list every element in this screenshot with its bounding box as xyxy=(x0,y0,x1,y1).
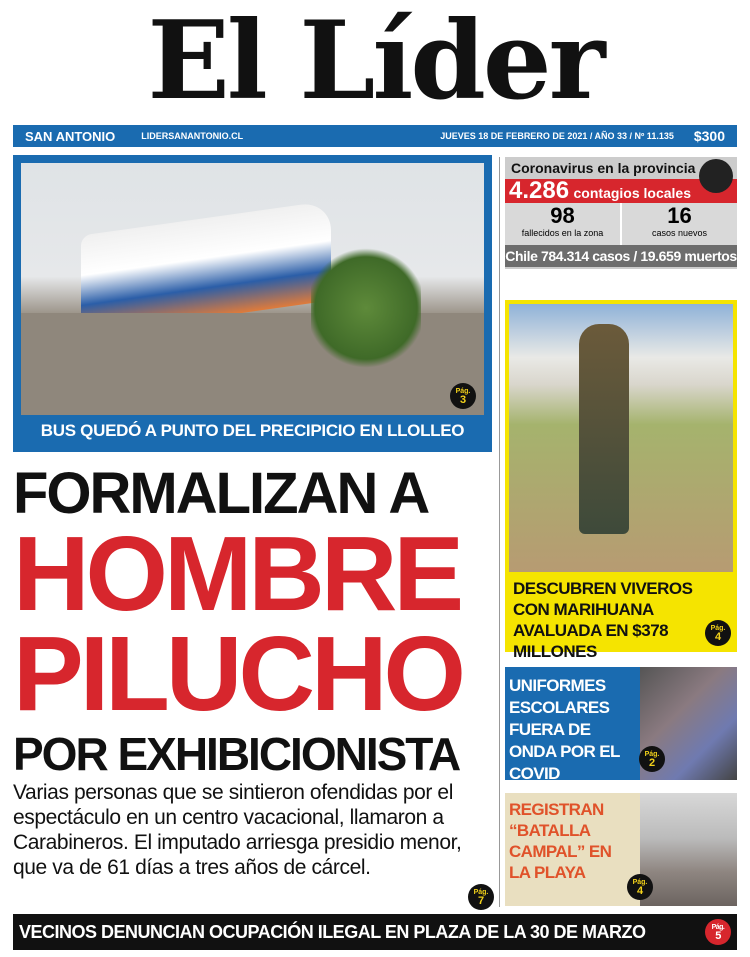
virus-icon xyxy=(699,159,733,193)
bottom-story[interactable] xyxy=(13,914,737,950)
website-link[interactable]: LIDERSANANTONIO.CL xyxy=(141,131,244,141)
page-badge: Pág. 4 xyxy=(705,620,731,646)
batalla-caption: REGISTRAN “BATALLA CAMPAL” EN LA PLAYA xyxy=(509,800,612,882)
page-badge: Pág. 4 xyxy=(627,874,653,900)
batalla-story[interactable] xyxy=(505,793,737,906)
nuevos-label: casos nuevos xyxy=(651,228,708,238)
chile-stats: Chile 784.314 casos / 19.659 muertos xyxy=(505,245,737,267)
city: SAN ANTONIO xyxy=(25,128,116,144)
tree-shape xyxy=(311,243,421,373)
info-bar xyxy=(13,125,737,147)
issue-date: JUEVES 18 DE FEBRERO DE 2021 / AÑO 33 / Nº 11.135 xyxy=(440,131,674,141)
headline-line1: FORMALIZAN A xyxy=(13,461,429,526)
bus-story[interactable] xyxy=(13,155,492,452)
fallecidos-label: fallecidos en la zona xyxy=(521,228,604,238)
price: $300 xyxy=(693,128,725,144)
page-badge: Pág. 3 xyxy=(450,383,476,409)
contagios-count: 4.286 xyxy=(509,177,570,204)
contagios-label: contagios locales xyxy=(573,185,691,201)
covid-box xyxy=(505,157,737,269)
viveros-story[interactable] xyxy=(505,300,737,661)
headline-body: Varias personas que se sintieron ofendidas por el espectáculo en un centro vacacional, llamaron a Carabineros. El imputado arriesga presidio menor, que va de 61 días a tres años de cárcel. xyxy=(13,781,462,879)
headline-line3: PILUCHO xyxy=(13,615,462,733)
bus-photo xyxy=(21,163,484,415)
uniformes-story[interactable] xyxy=(505,667,737,783)
bus-caption: BUS QUEDÓ A PUNTO DEL PRECIPICIO EN LLOLLEO xyxy=(40,421,465,440)
column-divider xyxy=(499,157,500,907)
uniformes-caption: UNIFORMES ESCOLARES FUERA DE ONDA POR EL COVID xyxy=(509,676,620,783)
page-badge: Pág. 5 xyxy=(705,919,731,945)
masthead-title: El Líder xyxy=(147,0,603,124)
viveros-caption: DESCUBREN VIVEROS CON MARIHUANA AVALUADA EN $378 MILLONES xyxy=(513,579,693,661)
officer-shape xyxy=(579,324,629,534)
viveros-photo xyxy=(509,304,733,572)
nuevos-count: 16 xyxy=(667,203,692,228)
fallecidos-count: 98 xyxy=(550,203,575,228)
page-badge: Pág. 7 xyxy=(468,884,494,910)
headline-line4: POR EXHIBICIONISTA xyxy=(13,728,460,780)
headline-line2: HOMBRE xyxy=(13,515,461,633)
covid-title: Coronavirus en la provincia xyxy=(511,160,696,176)
bottom-headline: VECINOS DENUNCIAN OCUPACIÓN ILEGAL EN PLAZA DE LA 30 DE MARZO xyxy=(19,922,646,942)
batalla-photo xyxy=(640,793,737,906)
page-badge: Pág. 2 xyxy=(639,746,665,772)
